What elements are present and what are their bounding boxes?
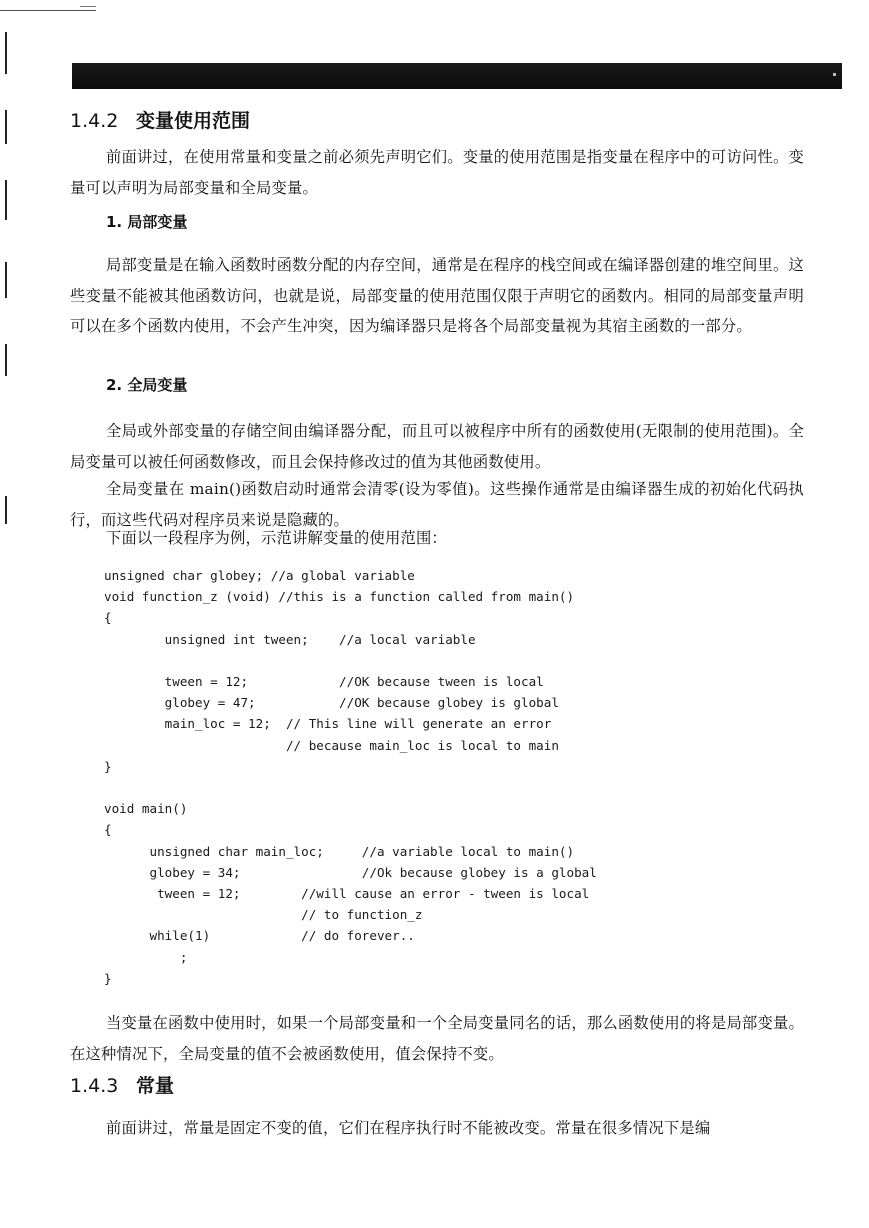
corner-rule xyxy=(0,10,96,11)
subheading-global-variables: 2. 全局变量 xyxy=(106,376,188,394)
section-number: 1.4.3 xyxy=(70,1075,119,1097)
margin-mark xyxy=(5,496,7,524)
paragraph-example-intro: 下面以一段程序为例，示范讲解变量的使用范围： xyxy=(106,529,447,547)
paragraph-global-variables: 全局或外部变量的存储空间由编译器分配，而且可以被程序中所有的函数使用(无限制的使用范围)。全局变量可以被任何函数修改，而且会保持修改过的值为其他函数使用。 xyxy=(70,422,804,471)
subheading-local-variables: 1. 局部变量 xyxy=(106,213,188,231)
paragraph-constants: 前面讲过，常量是固定不变的值，它们在程序执行时不能被改变。常量在很多情况下是编 xyxy=(106,1119,711,1137)
margin-mark xyxy=(5,262,7,298)
corner-rule-short xyxy=(80,6,96,7)
section-title: 变量使用范围 xyxy=(136,110,251,132)
code-listing: unsigned char globey; //a global variable void function_z (void) //this is a function called from main() { unsigned int tween; //a local variable tween = 12; //OK because tween is local globey = 47; //OK because globey is global main_loc = 12; // This line will generate an error // because main_loc is local to main } void main() { unsigned char main_loc; //a variable local to main() globey = 34; //Ok because globey is a global tween = 12; //will cause an error - tween is local // to function_z while(1) // do forever.. ; } xyxy=(104,568,597,986)
paragraph-global-init: 全局变量在 main()函数启动时通常会清零(设为零值)。这些操作通常是由编译器生成的初始化代码执行，而这些代码对程序员来说是隐藏的。 xyxy=(70,480,804,529)
section-number: 1.4.2 xyxy=(70,110,119,132)
section-heading-1-4-2 xyxy=(70,106,250,133)
section-title: 常量 xyxy=(136,1075,175,1097)
margin-mark xyxy=(5,110,7,144)
paragraph-intro: 前面讲过，在使用常量和变量之前必须先声明它们。变量的使用范围是指变量在程序中的可访问性。变量可以声明为局部变量和全局变量。 xyxy=(70,148,804,197)
section-heading-1-4-3 xyxy=(70,1071,174,1098)
paragraph-local-variables: 局部变量是在输入函数时函数分配的内存空间，通常是在程序的栈空间或在编译器创建的堆空间里。这些变量不能被其他函数访问，也就是说，局部变量的使用范围仅限于声明它的函数内。相同的局部变量声明可以在多个函数内使用，不会产生冲突，因为编译器只是将各个局部变量视为其宿主函数的一部分。 xyxy=(70,256,804,335)
page-header-bar xyxy=(72,63,842,89)
margin-mark xyxy=(5,32,7,74)
paragraph-name-conflict: 当变量在函数中使用时，如果一个局部变量和一个全局变量同名的话，那么函数使用的将是局部变量。在这种情况下，全局变量的值不会被函数使用，值会保持不变。 xyxy=(70,1014,804,1063)
margin-mark xyxy=(5,180,7,220)
margin-mark xyxy=(5,344,7,376)
